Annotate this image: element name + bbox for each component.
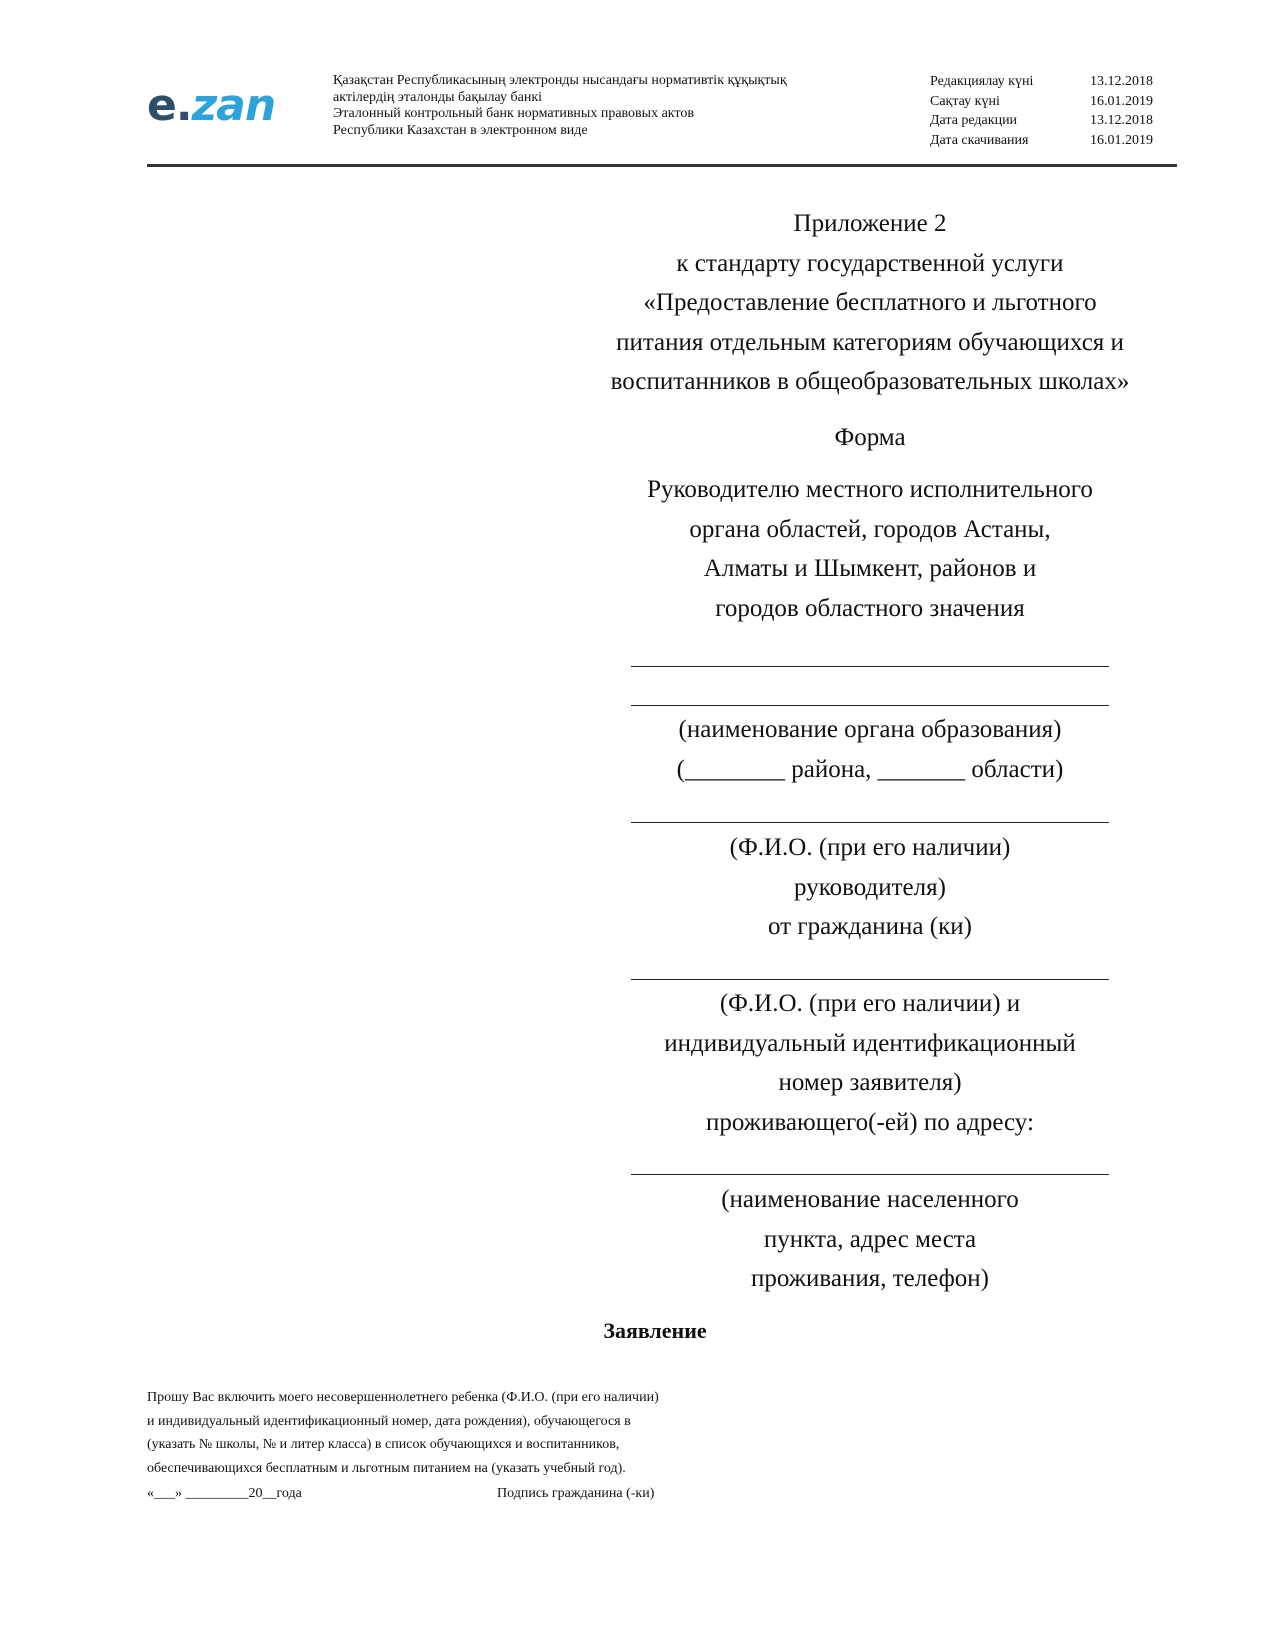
applicant-caption xyxy=(560,984,1180,1142)
meta-label: Дата редакции xyxy=(930,113,1018,128)
caption-line: проживающего(-ей) по адресу: xyxy=(706,1108,1034,1136)
meta-label: Дата скачивания xyxy=(930,132,1029,148)
address-blank-line xyxy=(631,1174,1109,1175)
meta-value: 16.01.2019 xyxy=(1090,93,1153,109)
caption-line: руководителя) xyxy=(794,873,946,901)
caption-line: (Ф.И.О. (при его наличии) xyxy=(729,834,1011,861)
head-name-blank-line xyxy=(631,822,1109,823)
caption-line: пункта, адрес места xyxy=(763,1225,977,1253)
statement-body xyxy=(147,1386,827,1480)
meta-value: 13.12.2018 xyxy=(1090,113,1153,128)
applicant-blank-line xyxy=(631,979,1109,980)
meta-label: Редакциялау күні xyxy=(930,74,1034,89)
header-description-line: Қазақстан Республикасының электронды нысандағы нормативтік құқықтық xyxy=(333,73,787,88)
addressee-line: городов областного значения xyxy=(715,594,1025,622)
addressee-line: органа областей, городов Астаны, xyxy=(689,515,1051,543)
header-description-line: актілердің эталонды бақылау банкі xyxy=(333,89,543,105)
meta-value: 13.12.2018 xyxy=(1090,74,1153,89)
statement-line: обеспечивающихся бесплатным и льготным питанием на (указать учебный год). xyxy=(147,1460,626,1476)
appendix-block xyxy=(560,204,1180,402)
date-line: «___» _________20__года xyxy=(147,1486,302,1501)
statement-line: и индивидуальный идентификационный номер, дата рождения), обучающегося в xyxy=(147,1413,631,1429)
head-caption xyxy=(560,828,1180,947)
meta-row xyxy=(930,131,1153,151)
caption-line: индивидуальный идентификационный xyxy=(664,1029,1076,1057)
statement-line: (указать № школы, № и литер класса) в список обучающихся и воспитанников, xyxy=(147,1437,620,1453)
meta-row xyxy=(930,92,1153,112)
addressee-block xyxy=(560,470,1180,628)
meta-label: Сақтау күні xyxy=(930,93,1000,109)
caption-line: (наименование населенного xyxy=(721,1186,1019,1213)
caption-line: номер заявителя) xyxy=(778,1069,962,1096)
header-meta xyxy=(930,72,1153,150)
appendix-line: Приложение 2 xyxy=(793,210,947,237)
addressee-line: Алматы и Шымкент, районов и xyxy=(703,555,1037,582)
meta-value: 16.01.2019 xyxy=(1090,132,1153,148)
org-blank-line xyxy=(631,705,1109,706)
header-divider xyxy=(147,164,1177,167)
meta-row xyxy=(930,72,1153,92)
caption-line: (________ района, _______ области) xyxy=(676,755,1064,783)
appendix-line: «Предоставление бесплатного и льготного xyxy=(643,289,1097,316)
statement-line: Прошу Вас включить моего несовершеннолетнего ребенка (Ф.И.О. (при его наличии) xyxy=(147,1390,659,1405)
appendix-line: к стандарту государственной услуги xyxy=(676,249,1064,277)
header-description-line: Республики Казахстан в электронном виде xyxy=(333,122,588,138)
meta-row xyxy=(930,111,1153,131)
caption-line: от гражданина (ки) xyxy=(768,913,972,940)
appendix-line: воспитанников в общеобразовательных школах» xyxy=(610,368,1130,395)
addressee-line: Руководителю местного исполнительного xyxy=(647,476,1093,503)
header-description-line: Эталонный контрольный банк нормативных правовых актов xyxy=(333,106,694,121)
caption-line: (наименование органа образования) xyxy=(678,716,1062,743)
caption-line: проживания, телефон) xyxy=(750,1265,990,1292)
signature-label: Подпись гражданина (-ки) xyxy=(497,1486,655,1501)
org-blank-line xyxy=(631,666,1109,667)
ezan-logo: e.zan xyxy=(147,80,276,131)
header-description xyxy=(333,73,893,139)
form-label: Форма xyxy=(834,424,906,451)
address-caption xyxy=(560,1180,1180,1299)
statement-title: Заявление xyxy=(603,1318,707,1343)
org-caption xyxy=(560,710,1180,789)
appendix-line: питания отдельным категориям обучающихся и xyxy=(616,328,1124,356)
caption-line: (Ф.И.О. (при его наличии) и xyxy=(719,990,1021,1017)
